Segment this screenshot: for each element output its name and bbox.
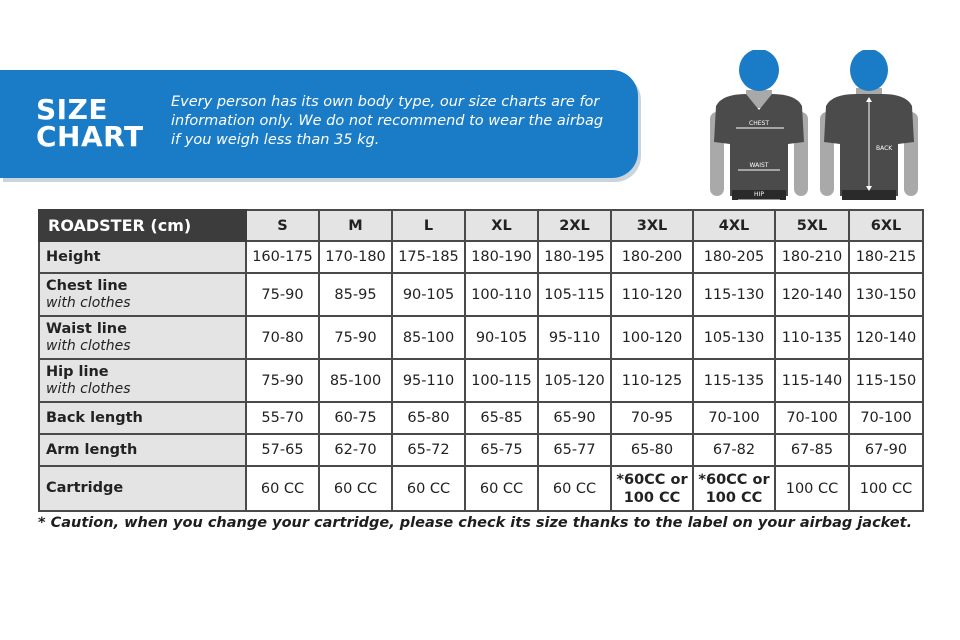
table-cell: 160-175 <box>246 241 319 273</box>
table-cell: 55-70 <box>246 402 319 434</box>
table-cell: 65-85 <box>465 402 538 434</box>
table-cell: 180-215 <box>849 241 923 273</box>
table-cell: 110-135 <box>775 316 849 359</box>
table-cell: 65-77 <box>538 434 611 466</box>
banner-title <box>36 93 166 153</box>
row-label-cell <box>39 359 246 402</box>
row-label-cell <box>39 434 246 466</box>
table-cell: 95-110 <box>538 316 611 359</box>
table-cell: 65-90 <box>538 402 611 434</box>
size-header: 6XL <box>849 210 923 241</box>
row-sublabel: with clothes <box>46 294 131 311</box>
table-row <box>39 316 923 359</box>
row-label-cell <box>39 402 246 434</box>
size-header: XL <box>465 210 538 241</box>
row-label-cell <box>39 273 246 316</box>
table-cell: 170-180 <box>319 241 392 273</box>
hip-label: HIP <box>754 191 764 198</box>
table-cell: 115-130 <box>693 273 775 316</box>
table-cell: 175-185 <box>392 241 465 273</box>
table-cell: 100 CC <box>775 466 849 511</box>
table-cell: 60 CC <box>392 466 465 511</box>
table-cell: 70-80 <box>246 316 319 359</box>
table-cell: 90-105 <box>465 316 538 359</box>
row-label-cell <box>39 316 246 359</box>
waist-label: WAIST <box>749 162 769 169</box>
table-row <box>39 434 923 466</box>
row-label: Back length <box>46 409 143 426</box>
size-header: 5XL <box>775 210 849 241</box>
banner-title-line2: CHART <box>36 120 144 153</box>
row-sublabel: with clothes <box>46 337 131 354</box>
table-cell: 65-80 <box>392 402 465 434</box>
table-cell: 115-140 <box>775 359 849 402</box>
size-header: 2XL <box>538 210 611 241</box>
table-cell: 57-65 <box>246 434 319 466</box>
back-figure-icon <box>820 50 918 200</box>
table-cell: 105-120 <box>538 359 611 402</box>
table-cell: 180-190 <box>465 241 538 273</box>
table-row <box>39 402 923 434</box>
table-cell: 60 CC <box>538 466 611 511</box>
table-cell: 100-120 <box>611 316 693 359</box>
table-cell: 65-72 <box>392 434 465 466</box>
row-label: Height <box>46 248 101 265</box>
table-cell: 65-80 <box>611 434 693 466</box>
table-cell: 180-205 <box>693 241 775 273</box>
table-cell: 85-100 <box>319 359 392 402</box>
table-cell: *60CC or 100 CC <box>611 466 693 511</box>
table-cell: 105-115 <box>538 273 611 316</box>
row-sublabel: with clothes <box>46 380 131 397</box>
banner-description: Every person has its own body type, our size charts are for information only. We do not recommend to wear the airbag if you weigh less than 35 kg. <box>171 94 604 148</box>
table-cell: 115-150 <box>849 359 923 402</box>
table-cell: 105-130 <box>693 316 775 359</box>
row-label: Arm length <box>46 441 138 458</box>
table-cell: 67-90 <box>849 434 923 466</box>
table-cell: 85-95 <box>319 273 392 316</box>
table-row <box>39 359 923 402</box>
table-cell: 120-140 <box>775 273 849 316</box>
table-cell: 67-82 <box>693 434 775 466</box>
table-cell: 85-100 <box>392 316 465 359</box>
table-cell: 60 CC <box>465 466 538 511</box>
table-cell: 70-100 <box>775 402 849 434</box>
table-cell: 70-100 <box>693 402 775 434</box>
table-cell: 65-75 <box>465 434 538 466</box>
table-cell: 100 CC <box>849 466 923 511</box>
table-cell: 180-210 <box>775 241 849 273</box>
front-figure-icon <box>710 50 808 200</box>
table-cell: 62-70 <box>319 434 392 466</box>
table-cell: 115-135 <box>693 359 775 402</box>
table-cell: 60-75 <box>319 402 392 434</box>
row-label: Hip line <box>46 363 109 380</box>
table-cell: 100-110 <box>465 273 538 316</box>
table-cell: 60 CC <box>319 466 392 511</box>
size-chart-table <box>38 209 924 512</box>
size-header: M <box>319 210 392 241</box>
table-cell: 75-90 <box>246 273 319 316</box>
banner-title-line1: SIZE <box>36 93 109 126</box>
table-cell: 75-90 <box>246 359 319 402</box>
table-cell: 60 CC <box>246 466 319 511</box>
table-cell: 110-125 <box>611 359 693 402</box>
table-cell: 67-85 <box>775 434 849 466</box>
size-header: 4XL <box>693 210 775 241</box>
body-measurement-figures <box>698 50 930 210</box>
size-header: L <box>392 210 465 241</box>
row-label: Chest line <box>46 277 128 294</box>
table-header-title: ROADSTER (cm) <box>39 210 246 241</box>
table-cell: 130-150 <box>849 273 923 316</box>
table-cell: 90-105 <box>392 273 465 316</box>
table-row <box>39 241 923 273</box>
row-label-cell <box>39 241 246 273</box>
table-cell: 75-90 <box>319 316 392 359</box>
table-cell: *60CC or 100 CC <box>693 466 775 511</box>
table-cell: 180-200 <box>611 241 693 273</box>
size-header: S <box>246 210 319 241</box>
table-cell: 70-100 <box>849 402 923 434</box>
table-header-row <box>39 210 923 241</box>
table-cell: 95-110 <box>392 359 465 402</box>
size-header: 3XL <box>611 210 693 241</box>
table-cell: 120-140 <box>849 316 923 359</box>
chest-label: CHEST <box>749 120 769 127</box>
table-cell: 70-95 <box>611 402 693 434</box>
row-label: Cartridge <box>46 480 124 496</box>
row-label: Waist line <box>46 320 127 337</box>
table-cell: 100-115 <box>465 359 538 402</box>
caution-note: * Caution, when you change your cartridge, please check its size thanks to the label on your airbag jacket. <box>38 515 913 531</box>
table-row <box>39 466 923 511</box>
row-label-cell <box>39 466 246 511</box>
table-cell: 110-120 <box>611 273 693 316</box>
table-row <box>39 273 923 316</box>
table-cell: 180-195 <box>538 241 611 273</box>
back-label: BACK <box>876 145 893 152</box>
